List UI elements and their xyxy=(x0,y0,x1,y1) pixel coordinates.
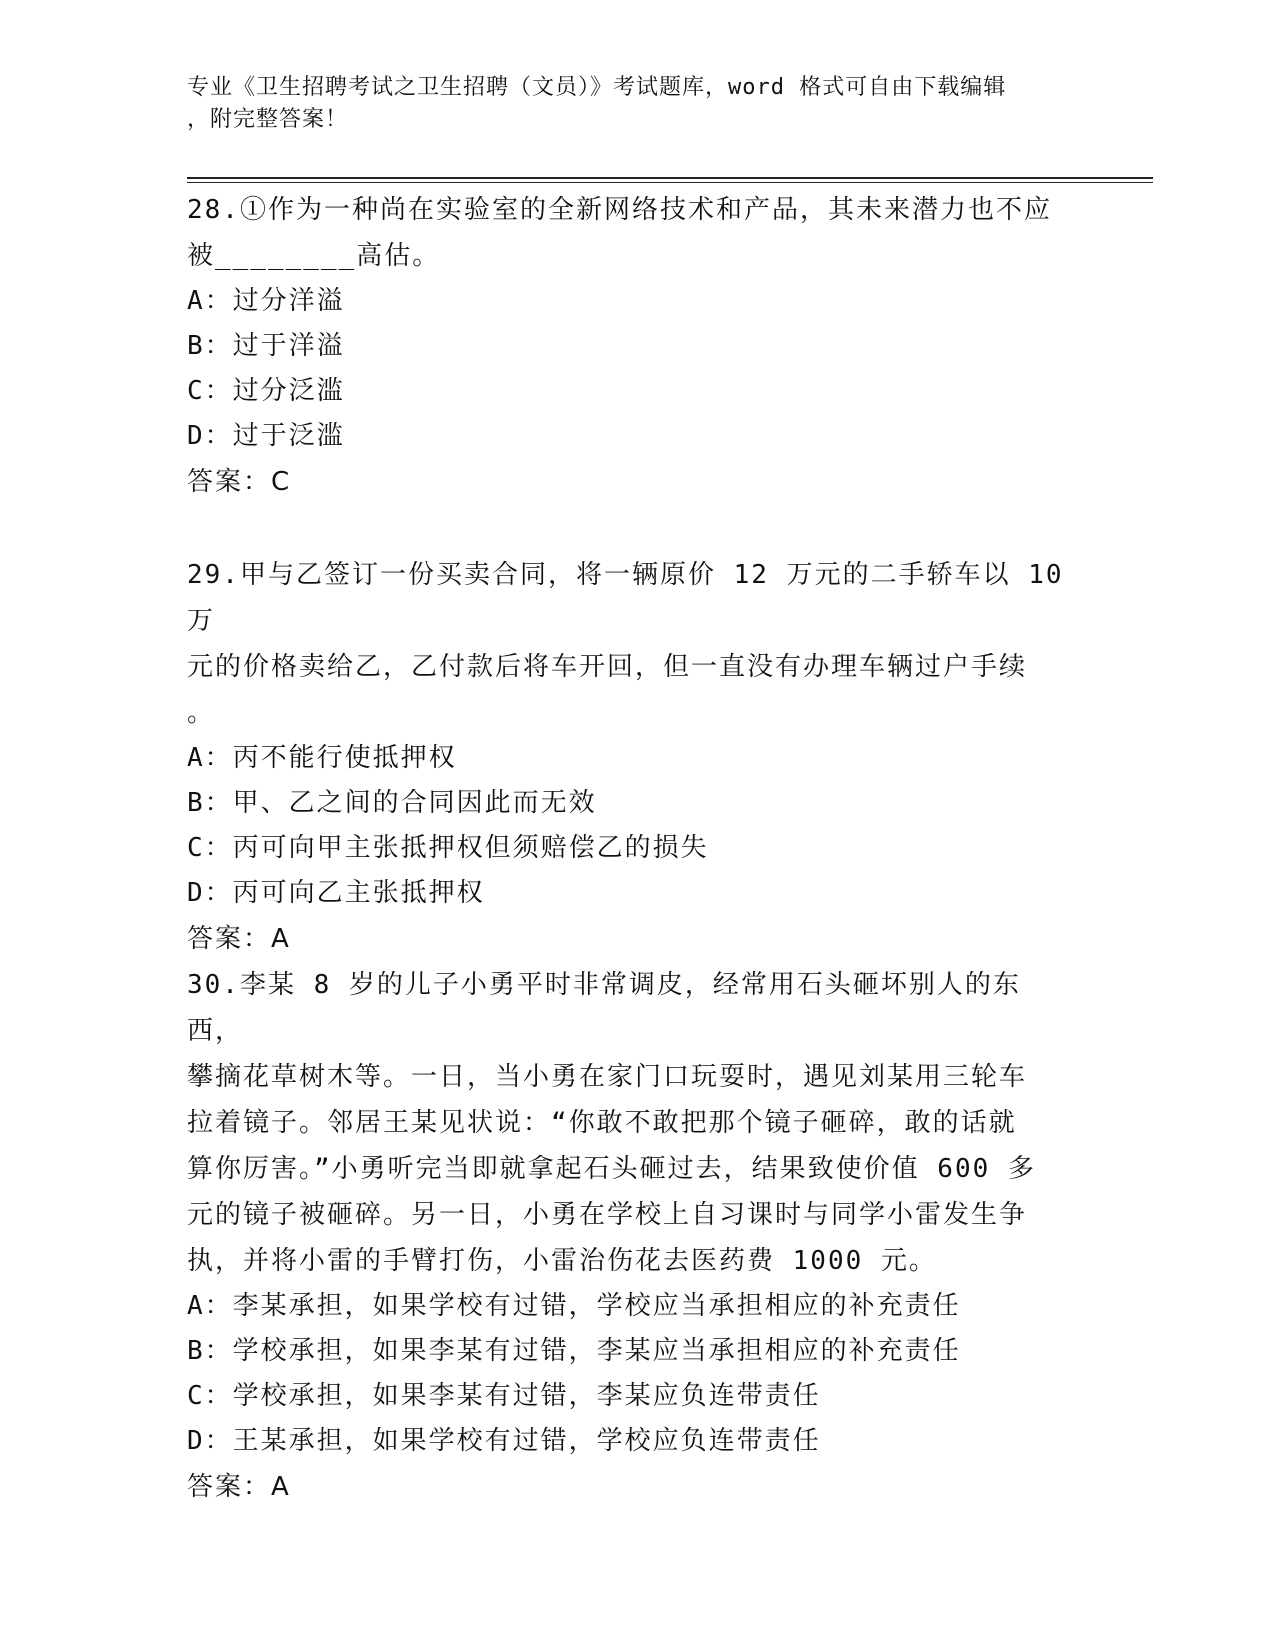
option-c: C：过分泛滥 xyxy=(187,376,345,406)
option-c: C：学校承担，如果李某有过错，李某应负连带责任 xyxy=(187,1381,821,1411)
option-b: B：甲、乙之间的合同因此而无效 xyxy=(187,788,597,818)
option-a: A：丙不能行使抵押权 xyxy=(187,743,457,773)
question-stem-line: 算你厉害。”小勇听完当即就拿起石头砸过去，结果致使价值 600 多 xyxy=(187,1154,1036,1184)
answer: 答案：C xyxy=(187,467,292,497)
option-b: B：过于洋溢 xyxy=(187,331,345,361)
option-d: D：丙可向乙主张抵押权 xyxy=(187,878,485,908)
answer: 答案：A xyxy=(187,924,291,954)
question-stem-line: 元的镜子被砸碎。另一日，小勇在学校上自习课时与同学小雷发生争 xyxy=(187,1200,1028,1230)
question-stem-line: 。 xyxy=(187,698,216,728)
question-28 xyxy=(187,187,1067,505)
answer: 答案：A xyxy=(187,1472,291,1502)
header-line: ，附完整答案！ xyxy=(187,107,349,132)
question-30 xyxy=(187,962,1067,1510)
question-stem-line: 29.甲与乙签订一份买卖合同，将一辆原价 12 万元的二手轿车以 10 万 xyxy=(187,560,1064,636)
header-divider xyxy=(187,177,1153,179)
question-29 xyxy=(187,552,1067,962)
question-stem-line: 拉着镜子。邻居王某见状说：“你敢不敢把那个镜子砸碎，敢的话就 xyxy=(187,1108,1017,1138)
question-stem-line: 28.①作为一种尚在实验室的全新网络技术和产品，其未来潜力也不应 xyxy=(187,195,1052,225)
question-stem-line: 元的价格卖给乙，乙付款后将车开回，但一直没有办理车辆过户手续 xyxy=(187,652,1028,682)
option-a: A：李某承担，如果学校有过错，学校应当承担相应的补充责任 xyxy=(187,1291,961,1321)
option-a: A：过分洋溢 xyxy=(187,286,345,316)
question-stem-line: 被________高估。 xyxy=(187,241,441,271)
option-d: D：过于泛滥 xyxy=(187,421,345,451)
question-stem-line: 执，并将小雷的手臂打伤，小雷治伤花去医药费 1000 元。 xyxy=(187,1246,937,1276)
question-stem-line: 攀摘花草树木等。一日，当小勇在家门口玩耍时，遇见刘某用三轮车 xyxy=(187,1062,1028,1092)
header-line: 专业《卫生招聘考试之卫生招聘（文员）》考试题库，word 格式可自由下载编辑 xyxy=(187,75,1007,100)
question-stem-line: 30.李某 8 岁的儿子小勇平时非常调皮，经常用石头砸坏别人的东西， xyxy=(187,970,1021,1046)
option-b: B：学校承担，如果李某有过错，李某应当承担相应的补充责任 xyxy=(187,1336,961,1366)
header-divider-thin xyxy=(187,182,1153,183)
document-header xyxy=(187,72,1067,136)
option-c: C：丙可向甲主张抵押权但须赔偿乙的损失 xyxy=(187,833,709,863)
option-d: D：王某承担，如果学校有过错，学校应负连带责任 xyxy=(187,1426,821,1456)
